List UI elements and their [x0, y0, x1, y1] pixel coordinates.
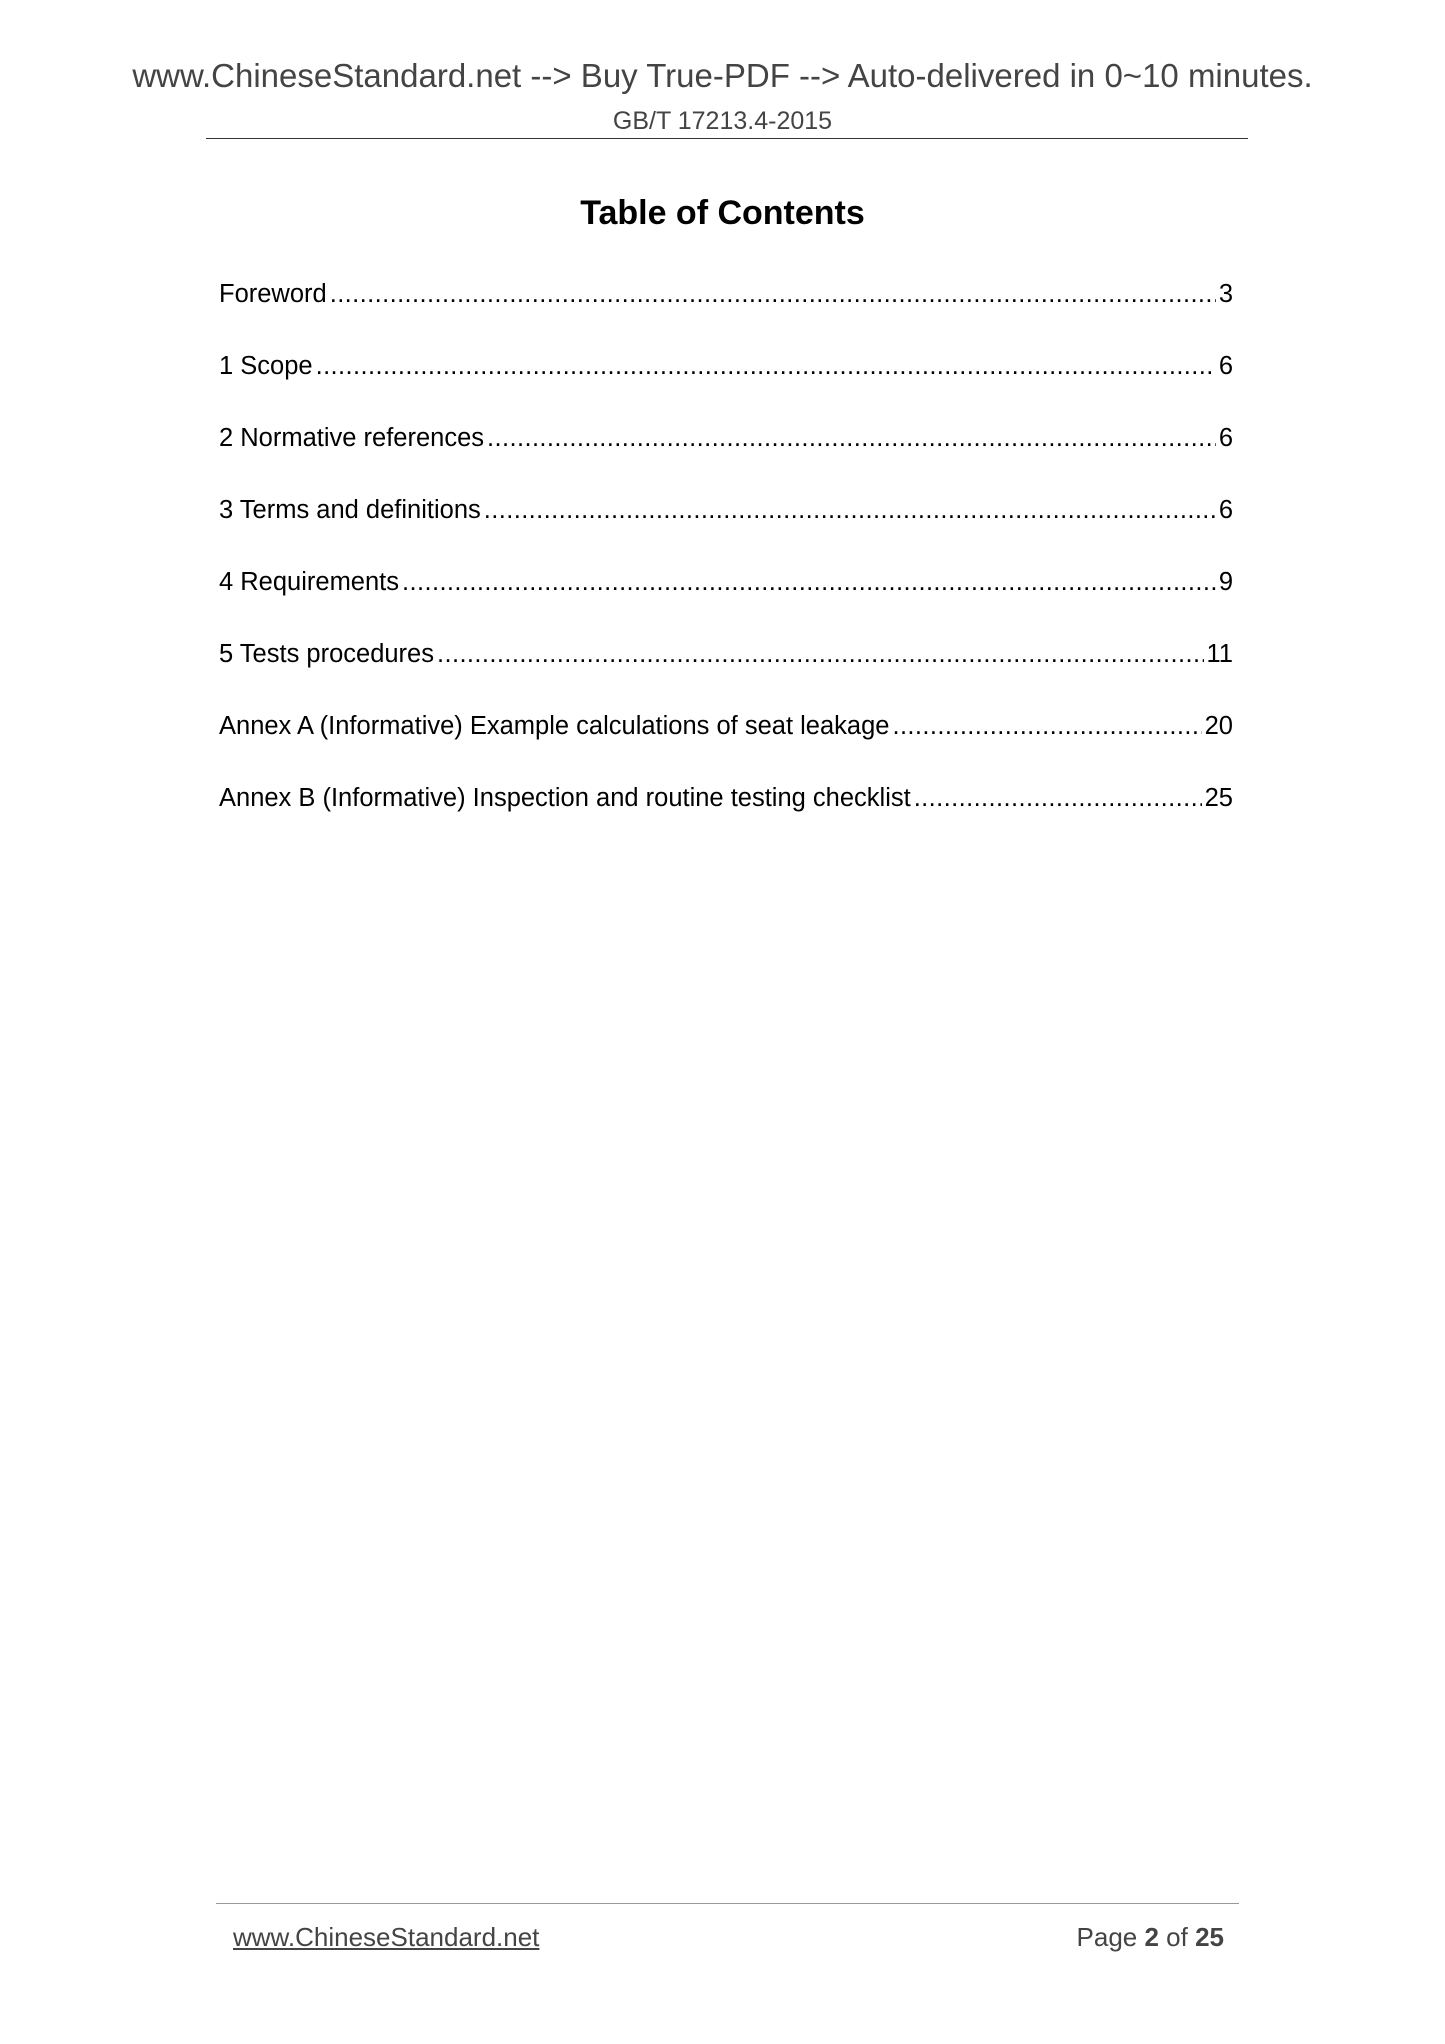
toc-entry-label: Foreword: [219, 280, 327, 308]
page-indicator: [1077, 1921, 1224, 1953]
toc-entry-normative-references[interactable]: [219, 418, 1233, 490]
toc-entry-label: Annex B (Informative) Inspection and routine testing checklist: [219, 784, 911, 812]
dot-leader: [484, 490, 1216, 530]
toc-entry-page: 11: [1206, 640, 1233, 668]
header-divider: [206, 138, 1248, 139]
dot-leader: [487, 418, 1216, 458]
toc-entry-page: 6: [1218, 424, 1233, 452]
standard-code: GB/T 17213.4-2015: [612, 107, 833, 135]
dot-leader: [892, 706, 1201, 746]
page-prefix: Page: [1076, 1922, 1145, 1952]
dot-leader: [330, 274, 1216, 314]
toc-entry-label: 5 Tests procedures: [219, 640, 434, 668]
toc-entry-tests-procedures[interactable]: [219, 634, 1233, 706]
toc-entry-page: 6: [1218, 352, 1233, 380]
site-banner: www.ChineseStandard.net --> Buy True-PDF --> Auto-delivered in 0~10 minutes.: [132, 57, 1313, 94]
toc-entry-requirements[interactable]: [219, 562, 1233, 634]
toc-entry-label: 2 Normative references: [219, 424, 485, 452]
dot-leader: [437, 634, 1204, 674]
toc-entry-scope[interactable]: [219, 346, 1233, 418]
toc-entry-foreword[interactable]: [219, 274, 1233, 346]
toc-entry-label: 1 Scope: [219, 352, 313, 380]
dot-leader: [316, 346, 1216, 386]
toc-entry-page: 25: [1204, 784, 1233, 812]
dot-leader: [402, 562, 1216, 602]
toc-entry-page: 6: [1218, 496, 1233, 524]
toc-entry-annex-b[interactable]: [219, 778, 1233, 850]
toc-list: [219, 274, 1233, 850]
toc-title: Table of Contents: [580, 194, 865, 232]
total-page-count: 25: [1195, 1922, 1224, 1952]
toc-entry-page: 9: [1218, 568, 1233, 596]
toc-entry-page: 3: [1218, 280, 1233, 308]
footer-divider: [216, 1903, 1239, 1904]
toc-entry-label: Annex A (Informative) Example calculations of seat leakage: [219, 712, 890, 740]
current-page-number: 2: [1144, 1922, 1159, 1952]
page-separator: of: [1158, 1922, 1196, 1952]
toc-entry-terms-definitions[interactable]: [219, 490, 1233, 562]
toc-entry-page: 20: [1204, 712, 1233, 740]
toc-entry-label: 4 Requirements: [219, 568, 400, 596]
toc-entry-label: 3 Terms and definitions: [219, 496, 481, 524]
toc-entry-annex-a[interactable]: [219, 706, 1233, 778]
dot-leader: [914, 778, 1202, 818]
footer-site-link[interactable]: www.ChineseStandard.net: [233, 1922, 540, 1952]
